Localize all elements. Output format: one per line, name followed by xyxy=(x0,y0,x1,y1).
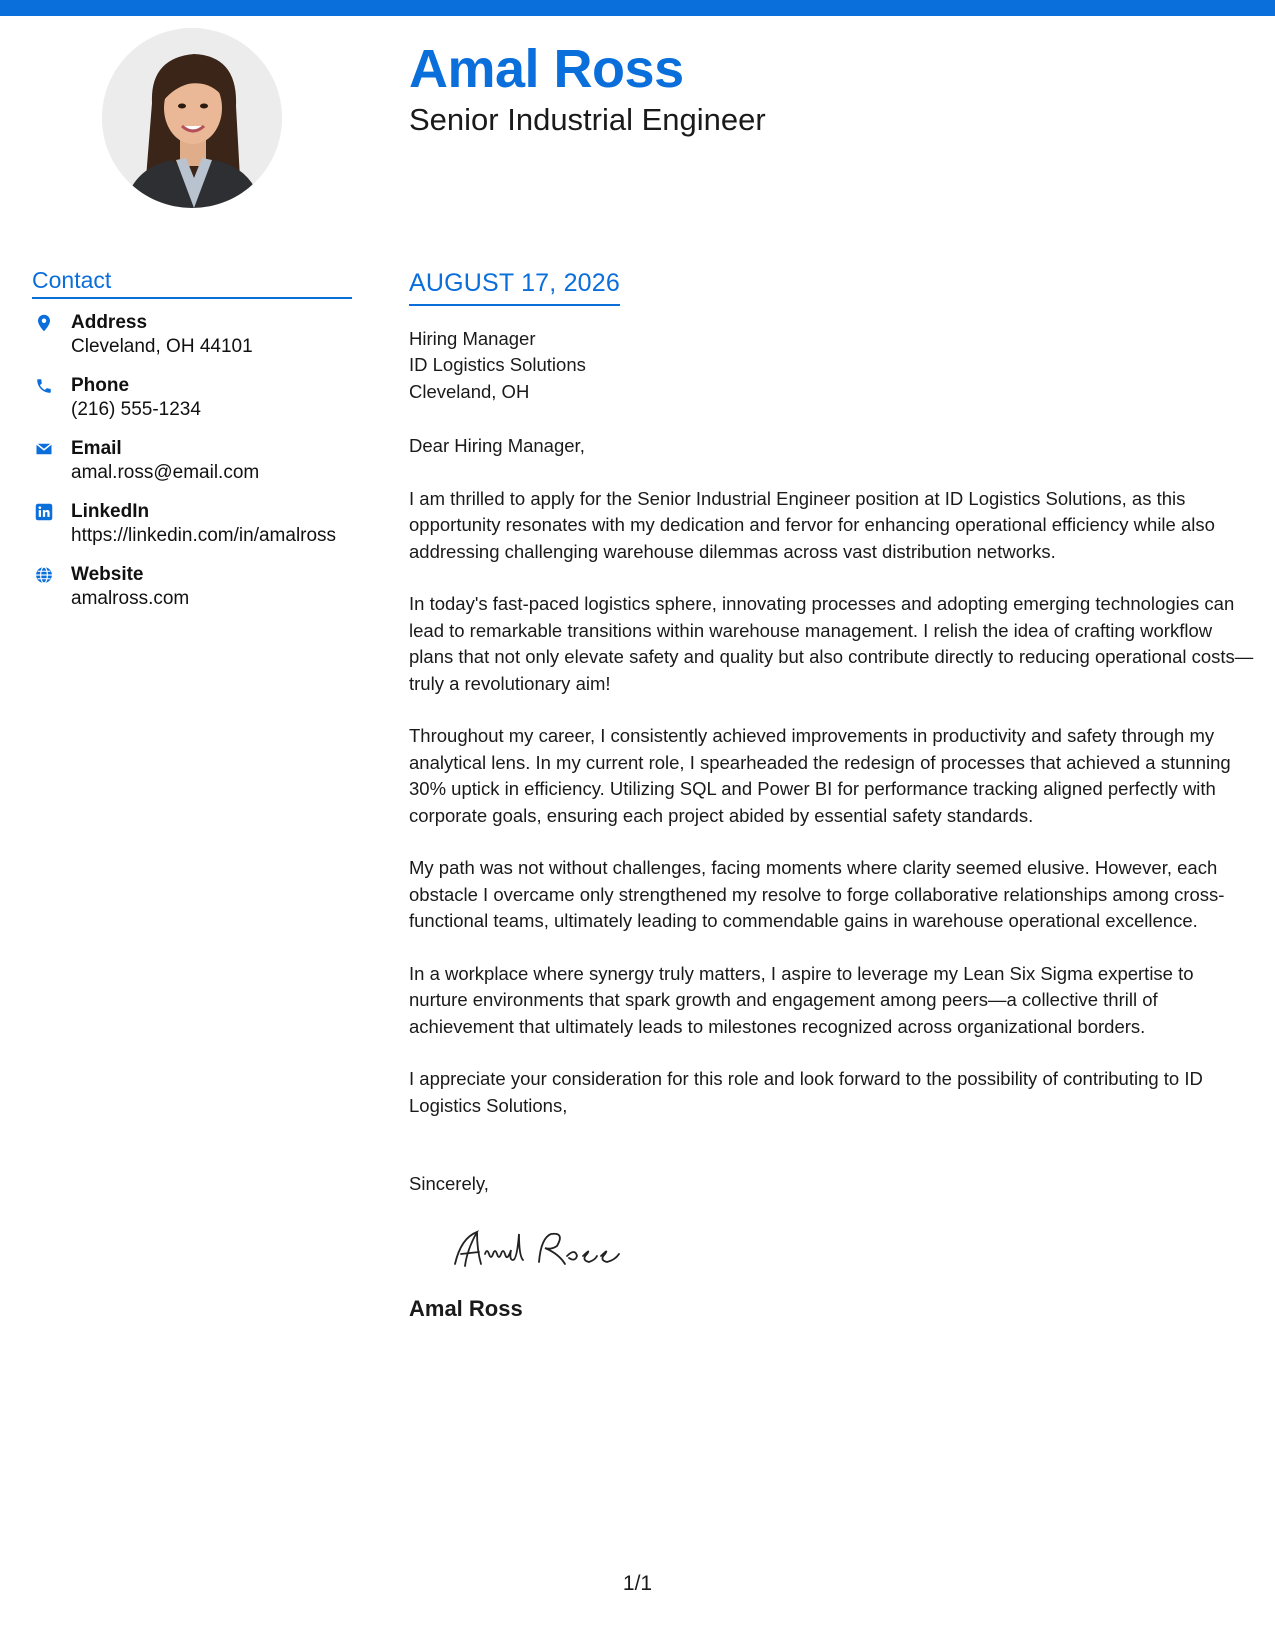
contact-item-address xyxy=(32,311,352,361)
linkedin-icon xyxy=(35,503,53,521)
globe-icon xyxy=(35,566,53,584)
contact-value[interactable]: amalross.com xyxy=(71,588,190,610)
letter-paragraph: My path was not without challenges, facing moments where clarity seemed elusive. However, each obstacle I overcame only strengthened my resolve to forge collaborative relationships among cross-functional teams, ultimately leading to commendable gains in warehouse operational excellence. xyxy=(409,857,1225,931)
contact-list xyxy=(32,311,352,613)
letter-paragraph: Throughout my career, I consistently achieved improvements in productivity and safety through my analytical lens. In my current role, I spearheaded the redesign of processes that achieved a stunning 30% uptick in efficiency. Utilizing SQL and Power BI for performance tracking aligned perfectly with corporate goals, ensuring each project abided by essential safety standards. xyxy=(409,725,1231,826)
letter-date: AUGUST 17, 2026 xyxy=(409,270,620,306)
applicant-job-title: Senior Industrial Engineer xyxy=(409,102,766,137)
email-icon xyxy=(35,440,53,458)
contact-label: Website xyxy=(71,564,144,586)
recipient-block xyxy=(409,326,1254,406)
recipient-line: Cleveland, OH xyxy=(409,380,530,402)
contact-sidebar xyxy=(32,268,352,626)
contact-item-linkedin xyxy=(32,500,352,550)
contact-value[interactable]: https://linkedin.com/in/amalross xyxy=(71,525,337,547)
contact-item-phone xyxy=(32,374,352,424)
phone-icon xyxy=(35,377,53,395)
contact-heading: Contact xyxy=(32,268,352,299)
letter-paragraph: In today's fast-paced logistics sphere, innovating processes and adopting emerging technologies can lead to remarkable transitions within warehouse management. I relish the idea of crafting workflow plans that not only elevate safety and quality but also contribute directly to reducing operational costs—truly a revolutionary aim! xyxy=(409,593,1254,694)
cover-letter-body xyxy=(409,270,1254,1322)
contact-item-website xyxy=(32,563,352,613)
recipient-line: ID Logistics Solutions xyxy=(409,354,586,375)
contact-label: Address xyxy=(71,312,148,334)
letter-paragraph: I am thrilled to apply for the Senior Industrial Engineer position at ID Logistics Solutions, as this opportunity resonates with my dedication and fervor for enhancing operational efficiency while also addressing challenging warehouse dilemmas across vast distribution networks. xyxy=(409,487,1215,562)
signer-name: Amal Ross xyxy=(409,1295,523,1321)
salutation: Dear Hiring Manager, xyxy=(409,435,585,456)
contact-label: LinkedIn xyxy=(71,501,150,523)
contact-value: Cleveland, OH 44101 xyxy=(71,336,253,358)
map-pin-icon xyxy=(35,314,53,332)
contact-value: (216) 555-1234 xyxy=(71,399,201,421)
closing: Sincerely, xyxy=(409,1173,489,1194)
contact-value[interactable]: amal.ross@email.com xyxy=(71,462,260,484)
letter-paragraph: In a workplace where synergy truly matters, I aspire to leverage my Lean Six Sigma expertise to nurture environments that spark growth and engagement among peers—a collective thrill of achievement that ultimately leads to milestones recognized across organizational borders. xyxy=(409,962,1194,1037)
top-accent-bar xyxy=(0,0,1275,16)
page-number: 1/1 xyxy=(622,1572,653,1595)
profile-photo xyxy=(102,28,282,208)
handwritten-signature xyxy=(447,1220,647,1280)
contact-label: Phone xyxy=(71,375,130,397)
contact-label: Email xyxy=(71,438,122,460)
letter-paragraph: I appreciate your consideration for this role and look forward to the possibility of contributing to ID Logistics Solutions, xyxy=(409,1068,1203,1116)
recipient-line: Hiring Manager xyxy=(409,327,536,349)
applicant-name: Amal Ross xyxy=(409,39,684,99)
contact-item-email xyxy=(32,437,352,487)
